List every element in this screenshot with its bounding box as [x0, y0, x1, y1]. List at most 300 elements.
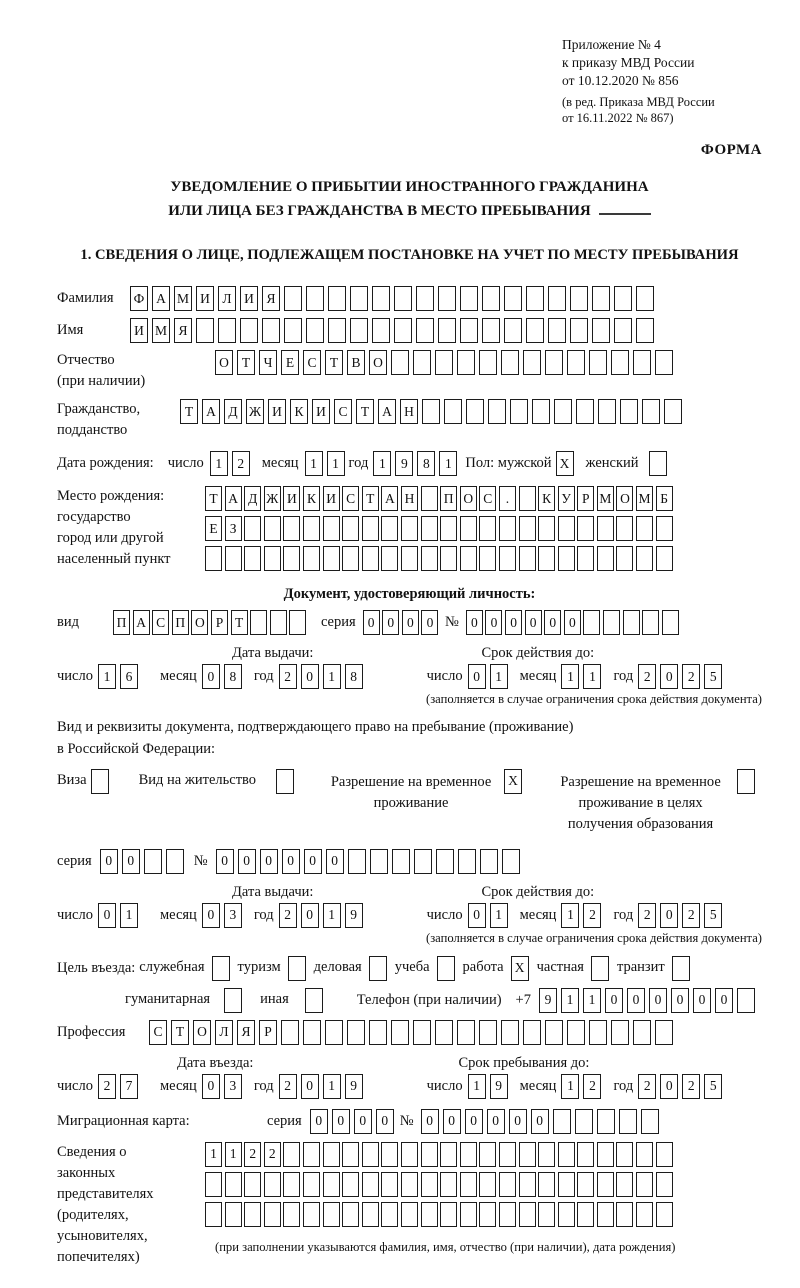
purpose-business-checkbox[interactable]	[369, 956, 387, 981]
male-checkbox[interactable]: X	[556, 451, 574, 476]
form-cell[interactable]	[283, 546, 300, 571]
form-cell[interactable]: 0	[544, 610, 561, 635]
form-cell[interactable]: 0	[505, 610, 522, 635]
form-cell[interactable]	[440, 1142, 457, 1167]
form-cell[interactable]: М	[636, 486, 653, 511]
form-cell[interactable]	[519, 486, 536, 511]
form-cell[interactable]	[558, 1142, 575, 1167]
form-cell[interactable]: 0	[487, 1109, 505, 1134]
form-cell[interactable]	[576, 399, 594, 424]
form-cell[interactable]	[218, 318, 236, 343]
form-cell[interactable]: Т	[231, 610, 248, 635]
form-cell[interactable]: 1	[583, 664, 601, 689]
form-cell[interactable]	[457, 1020, 475, 1045]
form-cell[interactable]: 0	[525, 610, 542, 635]
form-cell[interactable]	[440, 1172, 457, 1197]
form-cell[interactable]	[460, 1142, 477, 1167]
form-cell[interactable]: 2	[98, 1074, 116, 1099]
form-cell[interactable]	[488, 399, 506, 424]
form-cell[interactable]	[342, 1202, 359, 1227]
form-cell[interactable]: П	[440, 486, 457, 511]
form-cell[interactable]	[350, 318, 368, 343]
form-cell[interactable]: 0	[382, 610, 399, 635]
form-cell[interactable]	[401, 1142, 418, 1167]
form-cell[interactable]: 2	[244, 1142, 261, 1167]
form-cell[interactable]	[614, 286, 632, 311]
form-cell[interactable]: 2	[638, 903, 656, 928]
form-cell[interactable]: 0	[468, 903, 486, 928]
form-cell[interactable]: А	[202, 399, 220, 424]
form-cell[interactable]: 9	[345, 1074, 363, 1099]
form-cell[interactable]	[558, 546, 575, 571]
form-cell[interactable]: К	[290, 399, 308, 424]
form-cell[interactable]	[421, 1202, 438, 1227]
form-cell[interactable]	[577, 1202, 594, 1227]
form-cell[interactable]	[289, 610, 306, 635]
form-cell[interactable]	[421, 1142, 438, 1167]
form-cell[interactable]: 2	[232, 451, 250, 476]
form-cell[interactable]	[636, 1142, 653, 1167]
form-cell[interactable]	[381, 1172, 398, 1197]
form-cell[interactable]	[633, 1020, 651, 1045]
form-cell[interactable]: Е	[281, 350, 299, 375]
form-cell[interactable]	[444, 399, 462, 424]
form-cell[interactable]	[656, 546, 673, 571]
purpose-transit-checkbox[interactable]	[672, 956, 690, 981]
form-cell[interactable]: А	[133, 610, 150, 635]
form-cell[interactable]: 0	[301, 903, 319, 928]
form-cell[interactable]: Т	[356, 399, 374, 424]
form-cell[interactable]: 0	[531, 1109, 549, 1134]
form-cell[interactable]	[342, 1142, 359, 1167]
form-cell[interactable]: 0	[202, 903, 220, 928]
form-cell[interactable]: С	[334, 399, 352, 424]
form-cell[interactable]: В	[347, 350, 365, 375]
form-cell[interactable]: 5	[704, 1074, 722, 1099]
form-cell[interactable]	[362, 1202, 379, 1227]
form-cell[interactable]: 0	[216, 849, 234, 874]
form-cell[interactable]	[440, 1202, 457, 1227]
form-cell[interactable]	[440, 516, 457, 541]
form-cell[interactable]	[620, 399, 638, 424]
form-cell[interactable]: 2	[682, 1074, 700, 1099]
form-cell[interactable]: И	[240, 286, 258, 311]
form-cell[interactable]: 1	[561, 903, 579, 928]
form-cell[interactable]	[416, 286, 434, 311]
form-cell[interactable]	[482, 286, 500, 311]
form-cell[interactable]	[323, 516, 340, 541]
form-cell[interactable]	[401, 1172, 418, 1197]
form-cell[interactable]	[656, 1202, 673, 1227]
form-cell[interactable]: 0	[122, 849, 140, 874]
form-cell[interactable]	[457, 350, 475, 375]
form-cell[interactable]	[519, 1172, 536, 1197]
form-cell[interactable]: 0	[421, 610, 438, 635]
form-cell[interactable]	[381, 1202, 398, 1227]
form-cell[interactable]	[577, 546, 594, 571]
form-cell[interactable]	[391, 1020, 409, 1045]
form-cell[interactable]: 2	[279, 1074, 297, 1099]
form-cell[interactable]	[567, 350, 585, 375]
form-cell[interactable]	[401, 546, 418, 571]
form-cell[interactable]: Н	[401, 486, 418, 511]
form-cell[interactable]: О	[193, 1020, 211, 1045]
form-cell[interactable]: 1	[561, 1074, 579, 1099]
form-cell[interactable]: 9	[395, 451, 413, 476]
form-cell[interactable]: П	[113, 610, 130, 635]
form-cell[interactable]	[619, 1109, 637, 1134]
form-cell[interactable]	[244, 1202, 261, 1227]
form-cell[interactable]: О	[191, 610, 208, 635]
form-cell[interactable]	[303, 1202, 320, 1227]
form-cell[interactable]	[205, 1172, 222, 1197]
form-cell[interactable]	[401, 516, 418, 541]
form-cell[interactable]	[479, 1020, 497, 1045]
form-cell[interactable]	[633, 350, 651, 375]
form-cell[interactable]	[597, 1109, 615, 1134]
form-cell[interactable]	[523, 350, 541, 375]
form-cell[interactable]: Я	[174, 318, 192, 343]
form-cell[interactable]	[567, 1020, 585, 1045]
form-cell[interactable]: 0	[649, 988, 667, 1013]
form-cell[interactable]: 0	[238, 849, 256, 874]
form-cell[interactable]	[270, 610, 287, 635]
form-cell[interactable]	[526, 318, 544, 343]
form-cell[interactable]: С	[152, 610, 169, 635]
form-cell[interactable]	[205, 1202, 222, 1227]
form-cell[interactable]: Ж	[264, 486, 281, 511]
form-cell[interactable]	[342, 1172, 359, 1197]
form-cell[interactable]: 3	[224, 1074, 242, 1099]
form-cell[interactable]	[577, 516, 594, 541]
form-cell[interactable]	[499, 1172, 516, 1197]
form-cell[interactable]	[284, 318, 302, 343]
form-cell[interactable]: 0	[693, 988, 711, 1013]
form-cell[interactable]: Т	[171, 1020, 189, 1045]
form-cell[interactable]: И	[130, 318, 148, 343]
form-cell[interactable]: И	[196, 286, 214, 311]
form-cell[interactable]	[636, 318, 654, 343]
form-cell[interactable]: И	[312, 399, 330, 424]
form-cell[interactable]	[264, 546, 281, 571]
form-cell[interactable]	[510, 399, 528, 424]
form-cell[interactable]	[196, 318, 214, 343]
form-cell[interactable]	[523, 1020, 541, 1045]
form-cell[interactable]: 7	[120, 1074, 138, 1099]
form-cell[interactable]	[460, 1202, 477, 1227]
form-cell[interactable]	[623, 610, 640, 635]
form-cell[interactable]	[394, 318, 412, 343]
form-cell[interactable]	[144, 849, 162, 874]
form-cell[interactable]	[166, 849, 184, 874]
form-cell[interactable]	[413, 1020, 431, 1045]
form-cell[interactable]	[499, 1202, 516, 1227]
form-cell[interactable]: 0	[363, 610, 380, 635]
form-cell[interactable]	[554, 399, 572, 424]
form-cell[interactable]	[589, 1020, 607, 1045]
form-cell[interactable]: Я	[262, 286, 280, 311]
form-cell[interactable]: 1	[98, 664, 116, 689]
form-cell[interactable]: 0	[443, 1109, 461, 1134]
form-cell[interactable]	[662, 610, 679, 635]
form-cell[interactable]	[499, 546, 516, 571]
form-cell[interactable]: 0	[465, 1109, 483, 1134]
form-cell[interactable]	[401, 1202, 418, 1227]
form-cell[interactable]	[611, 350, 629, 375]
form-cell[interactable]: 0	[715, 988, 733, 1013]
form-cell[interactable]: 1	[210, 451, 228, 476]
form-cell[interactable]: 0	[402, 610, 419, 635]
purpose-humanitarian-checkbox[interactable]	[224, 988, 242, 1013]
form-cell[interactable]	[381, 546, 398, 571]
form-cell[interactable]: О	[215, 350, 233, 375]
form-cell[interactable]: 2	[638, 1074, 656, 1099]
form-cell[interactable]: 1	[120, 903, 138, 928]
form-cell[interactable]	[440, 546, 457, 571]
form-cell[interactable]	[655, 1020, 673, 1045]
form-cell[interactable]	[616, 1172, 633, 1197]
form-cell[interactable]: 0	[671, 988, 689, 1013]
purpose-other-checkbox[interactable]	[305, 988, 323, 1013]
form-cell[interactable]: 1	[490, 664, 508, 689]
form-cell[interactable]	[499, 516, 516, 541]
form-cell[interactable]	[225, 1172, 242, 1197]
form-cell[interactable]	[499, 1142, 516, 1167]
form-cell[interactable]: .	[499, 486, 516, 511]
form-cell[interactable]	[460, 286, 478, 311]
form-cell[interactable]	[611, 1020, 629, 1045]
form-cell[interactable]: 1	[323, 664, 341, 689]
form-cell[interactable]	[283, 1142, 300, 1167]
form-cell[interactable]: 1	[327, 451, 345, 476]
form-cell[interactable]	[342, 516, 359, 541]
form-cell[interactable]: 0	[485, 610, 502, 635]
form-cell[interactable]	[597, 1142, 614, 1167]
form-cell[interactable]: И	[268, 399, 286, 424]
form-cell[interactable]	[438, 286, 456, 311]
form-cell[interactable]: 1	[323, 903, 341, 928]
form-cell[interactable]: 0	[98, 903, 116, 928]
form-cell[interactable]	[225, 1202, 242, 1227]
form-cell[interactable]	[570, 318, 588, 343]
form-cell[interactable]	[538, 1172, 555, 1197]
form-cell[interactable]: 0	[202, 1074, 220, 1099]
form-cell[interactable]	[636, 1172, 653, 1197]
purpose-tourism-checkbox[interactable]	[288, 956, 306, 981]
form-cell[interactable]: М	[152, 318, 170, 343]
form-cell[interactable]	[240, 318, 258, 343]
form-cell[interactable]	[414, 849, 432, 874]
form-cell[interactable]: 1	[225, 1142, 242, 1167]
form-cell[interactable]	[205, 546, 222, 571]
form-cell[interactable]	[342, 546, 359, 571]
form-cell[interactable]	[323, 546, 340, 571]
form-cell[interactable]	[435, 1020, 453, 1045]
form-cell[interactable]	[303, 546, 320, 571]
form-cell[interactable]	[438, 318, 456, 343]
form-cell[interactable]: 0	[605, 988, 623, 1013]
form-cell[interactable]	[479, 1172, 496, 1197]
form-cell[interactable]: А	[381, 486, 398, 511]
form-cell[interactable]: Ж	[246, 399, 264, 424]
form-cell[interactable]: О	[616, 486, 633, 511]
form-cell[interactable]	[392, 849, 410, 874]
form-cell[interactable]: З	[225, 516, 242, 541]
form-cell[interactable]	[303, 1172, 320, 1197]
form-cell[interactable]: 1	[205, 1142, 222, 1167]
form-cell[interactable]	[538, 1202, 555, 1227]
form-cell[interactable]: Т	[362, 486, 379, 511]
form-cell[interactable]	[479, 516, 496, 541]
form-cell[interactable]: С	[342, 486, 359, 511]
form-cell[interactable]	[262, 318, 280, 343]
form-cell[interactable]	[460, 318, 478, 343]
form-cell[interactable]: 1	[583, 988, 601, 1013]
form-cell[interactable]: 0	[354, 1109, 372, 1134]
form-cell[interactable]	[656, 1172, 673, 1197]
form-cell[interactable]: 0	[326, 849, 344, 874]
form-cell[interactable]	[362, 1172, 379, 1197]
form-cell[interactable]	[548, 318, 566, 343]
form-cell[interactable]	[362, 516, 379, 541]
form-cell[interactable]	[538, 1142, 555, 1167]
form-cell[interactable]	[616, 1202, 633, 1227]
form-cell[interactable]	[413, 350, 431, 375]
form-cell[interactable]: 9	[345, 903, 363, 928]
form-cell[interactable]: 1	[373, 451, 391, 476]
form-cell[interactable]	[458, 849, 476, 874]
form-cell[interactable]	[421, 1172, 438, 1197]
form-cell[interactable]: 0	[660, 903, 678, 928]
form-cell[interactable]: Р	[577, 486, 594, 511]
temp-residence-education-checkbox[interactable]	[737, 769, 755, 794]
form-cell[interactable]: 2	[682, 664, 700, 689]
form-cell[interactable]: 2	[264, 1142, 281, 1167]
form-cell[interactable]	[348, 849, 366, 874]
form-cell[interactable]	[479, 1142, 496, 1167]
form-cell[interactable]	[281, 1020, 299, 1045]
form-cell[interactable]: 5	[704, 664, 722, 689]
form-cell[interactable]: 0	[509, 1109, 527, 1134]
form-cell[interactable]	[598, 399, 616, 424]
visa-checkbox[interactable]	[91, 769, 109, 794]
form-cell[interactable]: Т	[325, 350, 343, 375]
form-cell[interactable]	[421, 546, 438, 571]
form-cell[interactable]	[323, 1202, 340, 1227]
form-cell[interactable]	[526, 286, 544, 311]
form-cell[interactable]: Д	[244, 486, 261, 511]
form-cell[interactable]	[482, 318, 500, 343]
form-cell[interactable]	[575, 1109, 593, 1134]
form-cell[interactable]	[328, 286, 346, 311]
form-cell[interactable]	[583, 610, 600, 635]
form-cell[interactable]: 0	[660, 664, 678, 689]
form-cell[interactable]: Л	[215, 1020, 233, 1045]
form-cell[interactable]	[466, 399, 484, 424]
form-cell[interactable]: 1	[439, 451, 457, 476]
form-cell[interactable]: 0	[660, 1074, 678, 1099]
form-cell[interactable]: 3	[224, 903, 242, 928]
purpose-work-checkbox[interactable]: X	[511, 956, 529, 981]
form-cell[interactable]	[347, 1020, 365, 1045]
form-cell[interactable]	[558, 1172, 575, 1197]
form-cell[interactable]: 0	[627, 988, 645, 1013]
form-cell[interactable]	[264, 1172, 281, 1197]
form-cell[interactable]	[519, 516, 536, 541]
form-cell[interactable]	[325, 1020, 343, 1045]
form-cell[interactable]: 8	[345, 664, 363, 689]
form-cell[interactable]	[655, 350, 673, 375]
form-cell[interactable]	[504, 286, 522, 311]
form-cell[interactable]	[597, 1202, 614, 1227]
form-cell[interactable]: Д	[224, 399, 242, 424]
form-cell[interactable]: 2	[279, 664, 297, 689]
form-cell[interactable]	[504, 318, 522, 343]
form-cell[interactable]: Е	[205, 516, 222, 541]
form-cell[interactable]: 0	[202, 664, 220, 689]
form-cell[interactable]	[372, 286, 390, 311]
form-cell[interactable]: 0	[310, 1109, 328, 1134]
form-cell[interactable]: 9	[490, 1074, 508, 1099]
form-cell[interactable]	[244, 1172, 261, 1197]
form-cell[interactable]	[636, 286, 654, 311]
form-cell[interactable]	[737, 988, 755, 1013]
form-cell[interactable]: 0	[100, 849, 118, 874]
form-cell[interactable]	[422, 399, 440, 424]
form-cell[interactable]: 5	[704, 903, 722, 928]
form-cell[interactable]: А	[225, 486, 242, 511]
form-cell[interactable]: 0	[332, 1109, 350, 1134]
form-cell[interactable]: О	[369, 350, 387, 375]
form-cell[interactable]: 0	[564, 610, 581, 635]
form-cell[interactable]	[519, 546, 536, 571]
form-cell[interactable]: А	[152, 286, 170, 311]
form-cell[interactable]	[656, 516, 673, 541]
form-cell[interactable]: Р	[259, 1020, 277, 1045]
form-cell[interactable]	[283, 1202, 300, 1227]
form-cell[interactable]: М	[597, 486, 614, 511]
form-cell[interactable]	[589, 350, 607, 375]
form-cell[interactable]	[323, 1142, 340, 1167]
form-cell[interactable]	[616, 1142, 633, 1167]
form-cell[interactable]	[421, 516, 438, 541]
form-cell[interactable]	[502, 849, 520, 874]
purpose-business-trip-checkbox[interactable]	[212, 956, 230, 981]
form-cell[interactable]: Я	[237, 1020, 255, 1045]
form-cell[interactable]	[264, 1202, 281, 1227]
form-cell[interactable]: 8	[224, 664, 242, 689]
form-cell[interactable]: Т	[237, 350, 255, 375]
form-cell[interactable]: Н	[400, 399, 418, 424]
form-cell[interactable]: 0	[376, 1109, 394, 1134]
form-cell[interactable]: Ч	[259, 350, 277, 375]
form-cell[interactable]	[391, 350, 409, 375]
form-cell[interactable]: Ф	[130, 286, 148, 311]
form-cell[interactable]: Р	[211, 610, 228, 635]
form-cell[interactable]: 8	[417, 451, 435, 476]
form-cell[interactable]	[570, 286, 588, 311]
form-cell[interactable]	[553, 1109, 571, 1134]
form-cell[interactable]	[614, 318, 632, 343]
form-cell[interactable]	[306, 286, 324, 311]
female-checkbox[interactable]	[649, 451, 667, 476]
form-cell[interactable]	[532, 399, 550, 424]
form-cell[interactable]	[597, 1172, 614, 1197]
form-cell[interactable]: С	[303, 350, 321, 375]
form-cell[interactable]	[381, 516, 398, 541]
form-cell[interactable]: 1	[561, 664, 579, 689]
form-cell[interactable]	[616, 516, 633, 541]
